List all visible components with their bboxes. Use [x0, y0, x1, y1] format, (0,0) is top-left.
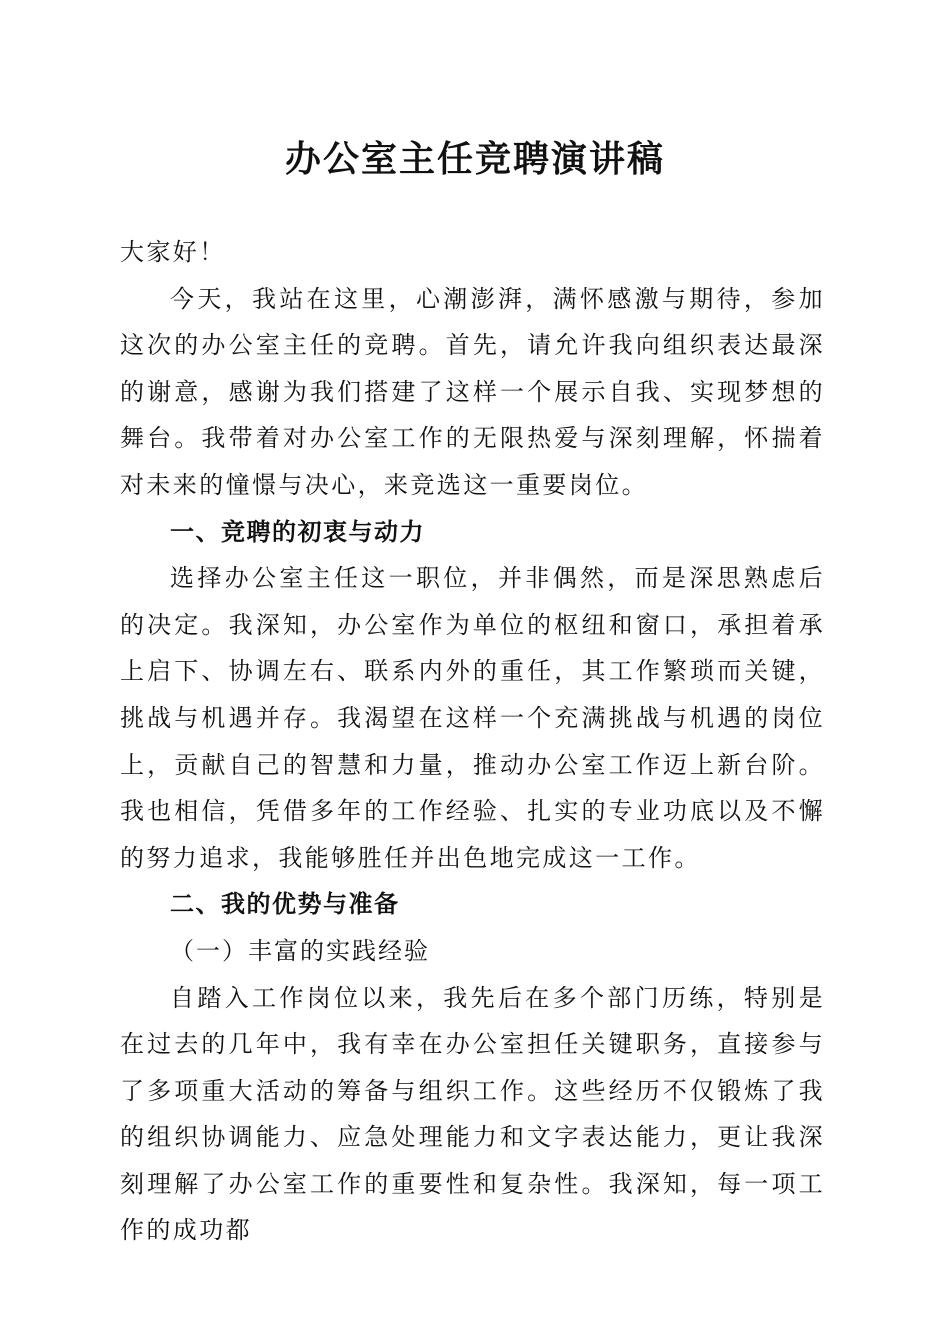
document-body	[120, 229, 825, 1254]
intro-paragraph: 今天，我站在这里，心潮澎湃，满怀感激与期待，参加这次的办公室主任的竞聘。首先，请允许我向组织表达最深的谢意，感谢为我们搭建了这样一个展示自我、实现梦想的舞台。我带着对办公室工作的无限热爱与深刻理解，怀揣着对未来的憧憬与决心，来竞选这一重要岗位。	[120, 284, 825, 499]
section-2-heading: 二、我的优势与准备	[170, 890, 400, 919]
section-1-paragraph: 选择办公室主任这一职位，并非偶然，而是深思熟虑后的决定。我深知，办公室作为单位的枢纽和窗口，承担着承上启下、协调左右、联系内外的重任，其工作繁琐而关键，挑战与机遇并存。我渴望在这样一个充满挑战与机遇的岗位上，贡献自己的智慧和力量，推动办公室工作迈上新台阶。我也相信，凭借多年的工作经验、扎实的专业功底以及不懈的努力追求，我能够胜任并出色地完成这一工作。	[120, 564, 825, 872]
section-1-heading: 一、竞聘的初衷与动力	[170, 517, 425, 546]
section-2-sub-1-paragraph: 自踏入工作岗位以来，我先后在多个部门历练，特别是在过去的几年中，我有幸在办公室担任关键职务，直接参与了多项重大活动的筹备与组织工作。这些经历不仅锻炼了我的组织协调能力、应急处理能力和文字表达能力，更让我深刻理解了办公室工作的重要性和复杂性。我深知，每一项工作的成功都	[120, 983, 825, 1245]
greeting: 大家好！	[120, 238, 226, 266]
section-2-subheading-1: （一）丰富的实践经验	[170, 936, 430, 965]
document-title: 办公室主任竞聘演讲稿	[284, 138, 665, 180]
